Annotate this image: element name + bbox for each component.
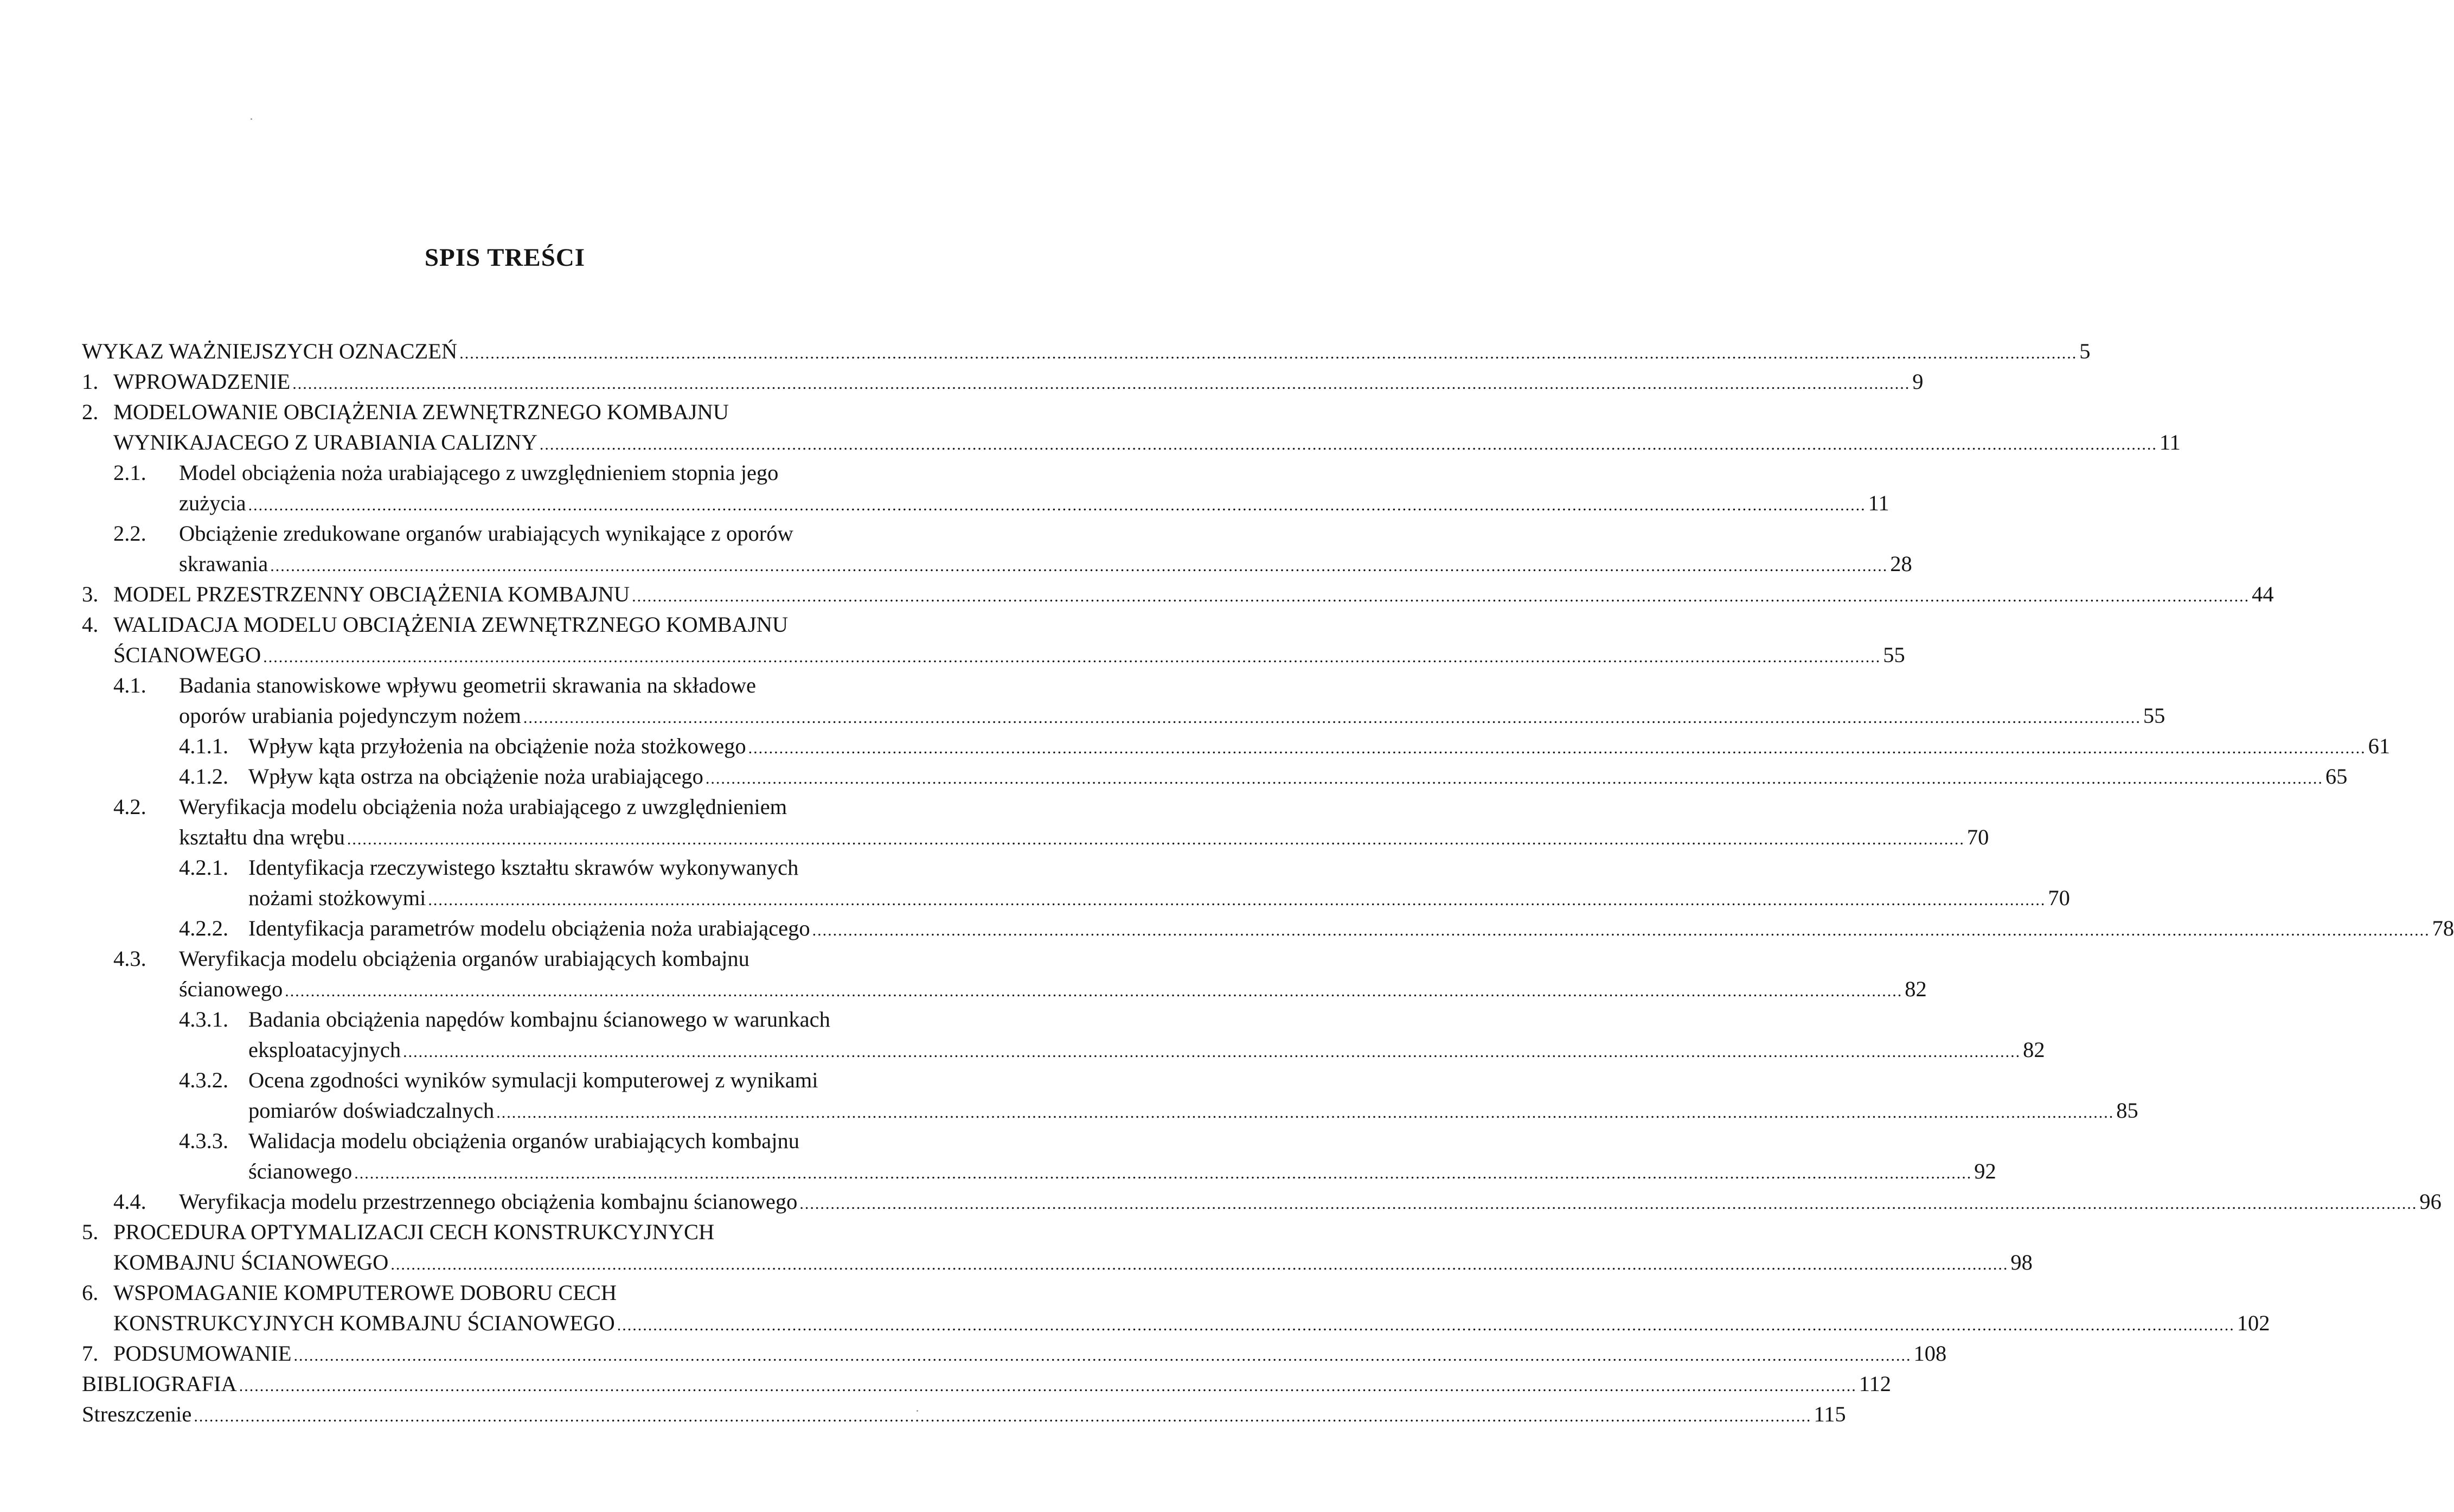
toc-title: Weryfikacja modelu obciążenia organów urabiających kombajnu	[179, 946, 749, 971]
toc-title: MODELOWANIE OBCIĄŻENIA ZEWNĘTRZNEGO KOMBAJNU	[113, 400, 729, 424]
scan-speck	[251, 118, 252, 120]
dot-leader	[292, 369, 1910, 399]
toc-title: kształtu dna wrębu	[179, 825, 345, 849]
toc-entry	[82, 761, 2348, 792]
dot-leader	[347, 824, 1965, 855]
dot-leader	[354, 1158, 1972, 1189]
dot-leader	[496, 1098, 2114, 1128]
toc-number: 4.2.2.	[179, 916, 229, 940]
toc-title: WYNIKAJACEGO Z URABIANIA CALIZNY	[113, 430, 537, 454]
toc-page-number: 28	[1890, 552, 1912, 576]
dot-leader	[632, 581, 2250, 612]
toc-line	[82, 367, 1924, 397]
toc-line	[179, 1095, 2138, 1126]
toc-number: 4.3.	[113, 946, 146, 971]
toc-title: BIBLIOGRAFIA	[82, 1372, 237, 1396]
toc-number: 4.3.1.	[179, 1007, 229, 1032]
toc-page-number: 44	[2252, 582, 2274, 606]
toc-page-number: 102	[2237, 1311, 2270, 1335]
toc-page-number: 55	[1883, 643, 1905, 667]
toc-number: 4.2.1.	[179, 855, 229, 880]
dot-leader	[239, 1371, 1857, 1401]
toc-page-number: 55	[2143, 703, 2165, 728]
toc-title: Streszczenie	[82, 1402, 192, 1426]
toc-title: PROCEDURA OPTYMALIZACJI CECH KONSTRUKCYJNYCH	[113, 1220, 715, 1244]
dot-leader	[706, 764, 2323, 794]
toc-line	[113, 792, 914, 822]
toc-entry	[82, 731, 2391, 761]
toc-title: MODEL PRZESTRZENNY OBCIĄŻENIA KOMBAJNU	[113, 582, 630, 606]
table-of-contents	[82, 336, 2454, 1430]
toc-number: 4.	[82, 612, 99, 637]
toc-title: PODSUMOWANIE	[113, 1341, 292, 1366]
toc-number: 3.	[82, 582, 99, 606]
toc-line	[113, 488, 1889, 518]
dot-leader	[799, 1189, 2417, 1219]
toc-number: 4.1.	[113, 673, 146, 697]
toc-line	[113, 458, 914, 488]
dot-leader	[263, 642, 1881, 672]
toc-page-number: 82	[1905, 977, 1927, 1001]
toc-entry	[82, 944, 1927, 1004]
toc-number: 5.	[82, 1220, 99, 1244]
toc-title: Wpływ kąta ostrza na obciążenie noża urabiającego	[248, 764, 703, 789]
toc-page-number: 5	[2079, 339, 2091, 363]
dot-leader	[812, 915, 2430, 946]
toc-title: ŚCIANOWEGO	[113, 643, 261, 667]
toc-entry	[82, 792, 1989, 853]
toc-page-number: 61	[2368, 734, 2391, 758]
toc-line	[179, 853, 914, 883]
toc-page-number: 70	[1966, 825, 1989, 849]
toc-number: 2.	[82, 400, 99, 424]
toc-line	[179, 761, 2348, 792]
toc-line	[113, 518, 914, 549]
toc-number: 2.2.	[113, 521, 146, 546]
toc-page-number: 9	[1912, 369, 1924, 394]
toc-line	[179, 1156, 1996, 1187]
toc-entry	[82, 1399, 1846, 1430]
toc-page-number: 11	[2159, 430, 2181, 454]
dot-leader	[523, 703, 2141, 733]
toc-line	[113, 944, 914, 974]
toc-page-number: 78	[2432, 916, 2454, 940]
toc-line	[179, 1035, 2045, 1065]
dot-leader	[428, 885, 2046, 915]
toc-title: KOMBAJNU ŚCIANOWEGO	[113, 1250, 389, 1274]
toc-line	[179, 1126, 914, 1156]
toc-title: Obciążenie zredukowane organów urabiających wynikające z oporów	[179, 521, 793, 546]
toc-title: Walidacja modelu obciążenia organów urabiających kombajnu	[248, 1129, 799, 1153]
toc-entry	[82, 1217, 2033, 1278]
toc-line	[82, 397, 914, 427]
toc-page-number: 112	[1859, 1372, 1892, 1396]
toc-entry	[82, 336, 2091, 367]
toc-entry	[82, 1369, 1892, 1399]
toc-number: 6.	[82, 1280, 99, 1305]
dot-leader	[294, 1341, 1912, 1371]
scan-speck	[917, 1410, 918, 1412]
toc-entry	[82, 1278, 2270, 1338]
dot-leader	[285, 976, 1902, 1007]
toc-number: 4.4.	[113, 1189, 146, 1214]
toc-line	[82, 579, 2274, 610]
toc-entry	[82, 397, 2181, 458]
toc-number: 4.1.1.	[179, 734, 229, 758]
toc-title: Badania obciążenia napędów kombajnu ścianowego w warunkach	[248, 1007, 830, 1032]
toc-title: Model obciążenia noża urabiającego z uwzględnieniem stopnia jego	[179, 460, 779, 485]
toc-number: 1.	[82, 369, 99, 394]
toc-title: ścianowego	[179, 977, 283, 1001]
toc-line	[82, 1308, 2270, 1338]
toc-title: ścianowego	[248, 1159, 353, 1183]
toc-line	[82, 1338, 1947, 1369]
toc-line	[82, 1247, 2033, 1278]
toc-line	[82, 336, 2091, 367]
toc-page-number: 108	[1913, 1341, 1947, 1366]
toc-line	[82, 1369, 1892, 1399]
toc-line	[82, 427, 2181, 458]
toc-title: Identyfikacja rzeczywistego kształtu skrawów wykonywanych	[248, 855, 799, 880]
toc-title: Weryfikacja modelu przestrzennego obciążenia kombajnu ścianowego	[179, 1189, 798, 1214]
toc-line	[179, 883, 2070, 913]
toc-number: 2.1.	[113, 460, 146, 485]
toc-line	[82, 640, 1905, 670]
toc-title: Wpływ kąta przyłożenia na obciążenie noża stożkowego	[248, 734, 746, 758]
toc-line	[113, 701, 2165, 731]
toc-page-number: 70	[2048, 886, 2070, 910]
toc-page-number: 98	[2010, 1250, 2033, 1274]
toc-entry	[82, 579, 2274, 610]
toc-title: nożami stożkowymi	[248, 886, 426, 910]
toc-title: WPROWADZENIE	[113, 369, 291, 394]
dot-leader	[270, 551, 1888, 581]
toc-title: WSPOMAGANIE KOMPUTEROWE DOBORU CECH	[113, 1280, 617, 1305]
toc-title: Ocena zgodności wyników symulacji komputerowej z wynikami	[248, 1068, 818, 1092]
toc-entry	[82, 610, 1905, 670]
toc-page-number: 92	[1974, 1159, 1996, 1183]
toc-entry	[82, 670, 2165, 731]
toc-number: 7.	[82, 1341, 99, 1366]
dot-leader	[617, 1310, 2235, 1341]
toc-title: oporów urabiania pojedynczym nożem	[179, 703, 521, 728]
toc-line	[82, 1217, 914, 1247]
toc-page-number: 96	[2419, 1189, 2442, 1214]
toc-line	[113, 1187, 2442, 1217]
dot-leader	[459, 338, 2077, 369]
dot-leader	[248, 490, 1866, 521]
toc-line	[113, 974, 1927, 1004]
toc-title: Badania stanowiskowe wpływu geometrii skrawania na składowe	[179, 673, 756, 697]
toc-line	[113, 822, 1989, 853]
toc-entry	[82, 1065, 2138, 1126]
toc-page-number: 115	[1814, 1402, 1846, 1426]
dot-leader	[540, 430, 2157, 460]
toc-entry	[82, 1126, 1996, 1187]
toc-title: skrawania	[179, 552, 268, 576]
toc-page-number: 85	[2116, 1098, 2138, 1123]
toc-number: 4.2.	[113, 795, 146, 819]
toc-line	[179, 913, 2454, 944]
dot-leader	[748, 733, 2366, 764]
toc-number: 4.1.2.	[179, 764, 229, 789]
toc-line	[179, 1065, 914, 1095]
toc-entry	[82, 367, 1924, 397]
toc-line	[179, 731, 2391, 761]
toc-entry	[82, 458, 1889, 518]
toc-title: WALIDACJA MODELU OBCIĄŻENIA ZEWNĘTRZNEGO KOMBAJNU	[113, 612, 789, 637]
dot-leader	[194, 1401, 1811, 1432]
toc-number: 4.3.3.	[179, 1129, 229, 1153]
toc-number: 4.3.2.	[179, 1068, 229, 1092]
toc-title: Identyfikacja parametrów modelu obciążenia noża urabiającego	[248, 916, 810, 940]
toc-entry	[82, 1187, 2442, 1217]
toc-title: zużycia	[179, 491, 246, 515]
toc-title: pomiarów doświadczalnych	[248, 1098, 495, 1123]
toc-title: KONSTRUKCYJNYCH KOMBAJNU ŚCIANOWEGO	[113, 1311, 615, 1335]
toc-line	[179, 1004, 914, 1035]
page-title: SPIS TREŚCI	[424, 244, 586, 272]
toc-page-number: 65	[2325, 764, 2348, 789]
toc-line	[113, 549, 1912, 579]
toc-entry	[82, 1338, 1947, 1369]
toc-entry	[82, 1004, 2045, 1065]
toc-page-number: 82	[2023, 1037, 2045, 1062]
toc-entry	[82, 518, 1912, 579]
toc-title: Weryfikacja modelu obciążenia noża urabiającego z uwzględnieniem	[179, 795, 787, 819]
toc-line	[82, 610, 914, 640]
toc-page-number: 11	[1868, 491, 1889, 515]
dot-leader	[390, 1250, 2008, 1280]
toc-line	[82, 1399, 1846, 1430]
toc-title: eksploatacyjnych	[248, 1037, 401, 1062]
toc-line	[113, 670, 914, 701]
toc-entry	[82, 853, 2070, 913]
toc-entry	[82, 913, 2454, 944]
toc-line	[82, 1278, 914, 1308]
toc-title: WYKAZ WAŻNIEJSZYCH OZNACZEŃ	[82, 339, 458, 363]
dot-leader	[403, 1037, 2021, 1067]
